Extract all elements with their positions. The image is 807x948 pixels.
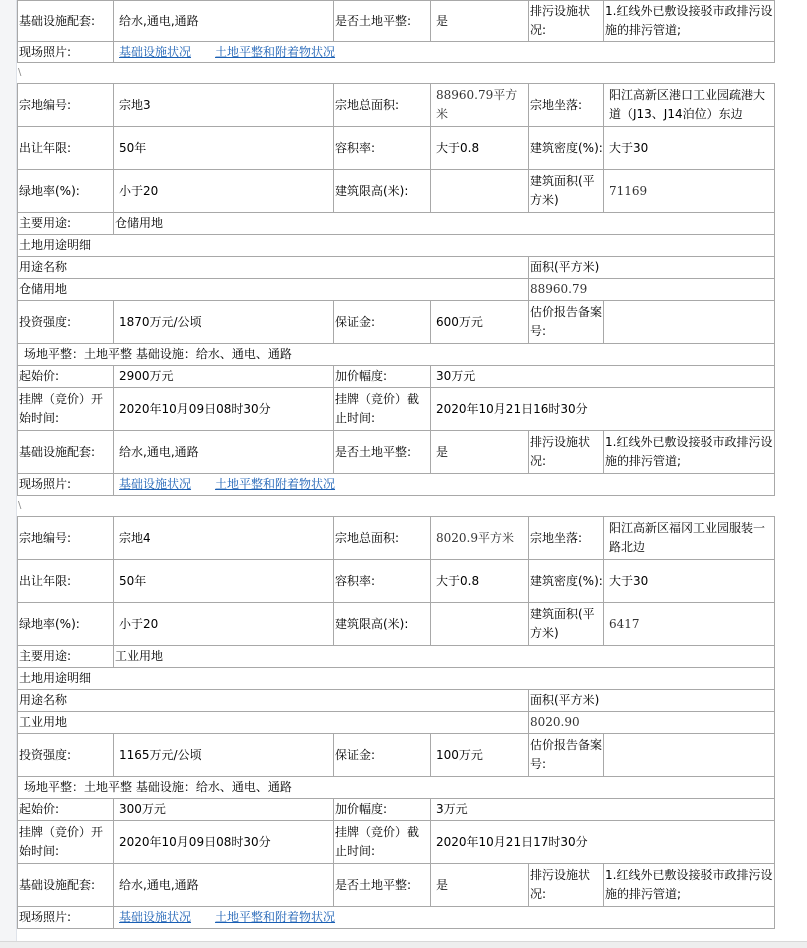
label-total-area: 宗地总面积: bbox=[334, 84, 431, 127]
label-photos: 现场照片: bbox=[18, 474, 114, 496]
use-detail-heading: 土地用途明细 bbox=[18, 668, 775, 690]
photo-links bbox=[114, 474, 775, 496]
label-start-price: 起始价: bbox=[18, 799, 114, 821]
label-listing-start: 挂牌（竞价）开始时间: bbox=[18, 388, 114, 431]
value-investment: 1165万元/公顷 bbox=[114, 734, 334, 777]
value-floor-area: 6417 bbox=[604, 603, 775, 646]
value-infrastructure: 给水,通电,通路 bbox=[114, 1, 334, 42]
label-deposit: 保证金: bbox=[334, 734, 431, 777]
value-increment: 3万元 bbox=[431, 799, 775, 821]
label-term: 出让年限: bbox=[18, 127, 114, 170]
parcel-listing bbox=[17, 0, 775, 929]
label-total-area: 宗地总面积: bbox=[334, 517, 431, 560]
use-row-area: 88960.79 bbox=[529, 279, 775, 301]
label-term: 出让年限: bbox=[18, 560, 114, 603]
value-appraisal bbox=[604, 301, 775, 344]
label-far: 容积率: bbox=[334, 560, 431, 603]
value-location: 阳江高新区港口工业园疏港大道（J13、J14泊位）东边 bbox=[604, 84, 775, 127]
value-parcel-no: 宗地4 bbox=[114, 517, 334, 560]
value-density: 大于30 bbox=[604, 560, 775, 603]
value-listing-end: 2020年10月21日16时30分 bbox=[431, 388, 775, 431]
label-deposit: 保证金: bbox=[334, 301, 431, 344]
value-leveled: 是 bbox=[431, 864, 529, 907]
left-margin bbox=[0, 0, 17, 947]
use-area-header: 面积(平方米) bbox=[529, 690, 775, 712]
value-infrastructure: 给水,通电,通路 bbox=[114, 431, 334, 474]
value-listing-end: 2020年10月21日17时30分 bbox=[431, 821, 775, 864]
label-far: 容积率: bbox=[334, 127, 431, 170]
label-listing-end: 挂牌（竞价）截止时间: bbox=[334, 821, 431, 864]
value-sewage: 1.红线外已敷设接驳市政排污设施的排污管道; bbox=[604, 1, 775, 42]
label-photos: 现场照片: bbox=[18, 42, 114, 63]
value-investment: 1870万元/公顷 bbox=[114, 301, 334, 344]
label-photos: 现场照片: bbox=[18, 907, 114, 929]
link-leveling-photos[interactable]: 土地平整和附着物状况 bbox=[215, 477, 336, 491]
label-floor-area: 建筑面积(平方米) bbox=[529, 170, 604, 213]
use-row-name: 工业用地 bbox=[18, 712, 529, 734]
label-listing-end: 挂牌（竞价）截止时间: bbox=[334, 388, 431, 431]
parcel-table-4 bbox=[17, 516, 775, 929]
label-investment: 投资强度: bbox=[18, 734, 114, 777]
previous-parcel-table bbox=[17, 0, 775, 63]
value-height-limit bbox=[431, 603, 529, 646]
value-total-area: 8020.9平方米 bbox=[431, 517, 529, 560]
use-area-header: 面积(平方米) bbox=[529, 257, 775, 279]
link-infrastructure-photos[interactable]: 基础设施状况 bbox=[119, 44, 192, 59]
label-location: 宗地坐落: bbox=[529, 517, 604, 560]
label-increment: 加价幅度: bbox=[334, 799, 431, 821]
label-density: 建筑密度(%): bbox=[529, 560, 604, 603]
value-green: 小于20 bbox=[114, 170, 334, 213]
link-leveling-photos[interactable]: 土地平整和附着物状况 bbox=[215, 910, 336, 924]
separator: \ bbox=[18, 67, 22, 78]
label-floor-area: 建筑面积(平方米) bbox=[529, 603, 604, 646]
label-leveled: 是否土地平整: bbox=[334, 431, 431, 474]
value-sewage: 1.红线外已敷设接驳市政排污设施的排污管道; bbox=[604, 431, 775, 474]
label-sewage: 排污设施状况: bbox=[529, 1, 604, 42]
value-leveled: 是 bbox=[431, 431, 529, 474]
value-listing-start: 2020年10月09日08时30分 bbox=[114, 388, 334, 431]
value-density: 大于30 bbox=[604, 127, 775, 170]
link-infrastructure-photos[interactable]: 基础设施状况 bbox=[119, 477, 192, 491]
value-parcel-no: 宗地3 bbox=[114, 84, 334, 127]
value-term: 50年 bbox=[114, 127, 334, 170]
label-density: 建筑密度(%): bbox=[529, 127, 604, 170]
link-infrastructure-photos[interactable]: 基础设施状况 bbox=[119, 910, 192, 924]
link-leveling-photos[interactable]: 土地平整和附着物状况 bbox=[215, 44, 336, 59]
label-height-limit: 建筑限高(米): bbox=[334, 603, 431, 646]
label-start-price: 起始价: bbox=[18, 366, 114, 388]
label-infrastructure: 基础设施配套: bbox=[18, 1, 114, 42]
value-sewage: 1.红线外已敷设接驳市政排污设施的排污管道; bbox=[604, 864, 775, 907]
label-main-use: 主要用途: bbox=[18, 213, 114, 235]
value-increment: 30万元 bbox=[431, 366, 775, 388]
value-location: 阳江高新区福冈工业园服装一路北边 bbox=[604, 517, 775, 560]
label-parcel-no: 宗地编号: bbox=[18, 517, 114, 560]
label-investment: 投资强度: bbox=[18, 301, 114, 344]
label-height-limit: 建筑限高(米): bbox=[334, 170, 431, 213]
use-name-header: 用途名称 bbox=[18, 257, 529, 279]
separator: \ bbox=[18, 500, 22, 511]
label-appraisal: 估价报告备案号: bbox=[529, 734, 604, 777]
site-note: 场地平整：土地平整 基础设施：给水、通电、通路 bbox=[18, 344, 775, 366]
value-far: 大于0.8 bbox=[431, 560, 529, 603]
label-increment: 加价幅度: bbox=[334, 366, 431, 388]
value-term: 50年 bbox=[114, 560, 334, 603]
photo-links bbox=[114, 42, 775, 63]
value-start-price: 2900万元 bbox=[114, 366, 334, 388]
label-parcel-no: 宗地编号: bbox=[18, 84, 114, 127]
value-green: 小于20 bbox=[114, 603, 334, 646]
use-detail-heading: 土地用途明细 bbox=[18, 235, 775, 257]
parcel-table-3 bbox=[17, 83, 775, 496]
label-location: 宗地坐落: bbox=[529, 84, 604, 127]
label-green: 绿地率(%): bbox=[18, 603, 114, 646]
value-main-use: 仓储用地 bbox=[114, 213, 775, 235]
value-main-use: 工业用地 bbox=[114, 646, 775, 668]
value-listing-start: 2020年10月09日08时30分 bbox=[114, 821, 334, 864]
use-name-header: 用途名称 bbox=[18, 690, 529, 712]
site-note: 场地平整：土地平整 基础设施：给水、通电、通路 bbox=[18, 777, 775, 799]
label-infrastructure: 基础设施配套: bbox=[18, 431, 114, 474]
label-sewage: 排污设施状况: bbox=[529, 431, 604, 474]
value-deposit: 100万元 bbox=[431, 734, 529, 777]
value-appraisal bbox=[604, 734, 775, 777]
label-leveled: 是否土地平整: bbox=[334, 1, 431, 42]
value-floor-area: 71169 bbox=[604, 170, 775, 213]
label-main-use: 主要用途: bbox=[18, 646, 114, 668]
value-deposit: 600万元 bbox=[431, 301, 529, 344]
photo-links bbox=[114, 907, 775, 929]
label-sewage: 排污设施状况: bbox=[529, 864, 604, 907]
label-leveled: 是否土地平整: bbox=[334, 864, 431, 907]
value-far: 大于0.8 bbox=[431, 127, 529, 170]
label-listing-start: 挂牌（竞价）开始时间: bbox=[18, 821, 114, 864]
use-row-name: 仓储用地 bbox=[18, 279, 529, 301]
label-appraisal: 估价报告备案号: bbox=[529, 301, 604, 344]
use-row-area: 8020.90 bbox=[529, 712, 775, 734]
value-infrastructure: 给水,通电,通路 bbox=[114, 864, 334, 907]
value-leveled: 是 bbox=[431, 1, 529, 42]
label-green: 绿地率(%): bbox=[18, 170, 114, 213]
value-start-price: 300万元 bbox=[114, 799, 334, 821]
value-total-area: 88960.79平方米 bbox=[431, 84, 529, 127]
label-infrastructure: 基础设施配套: bbox=[18, 864, 114, 907]
value-height-limit bbox=[431, 170, 529, 213]
